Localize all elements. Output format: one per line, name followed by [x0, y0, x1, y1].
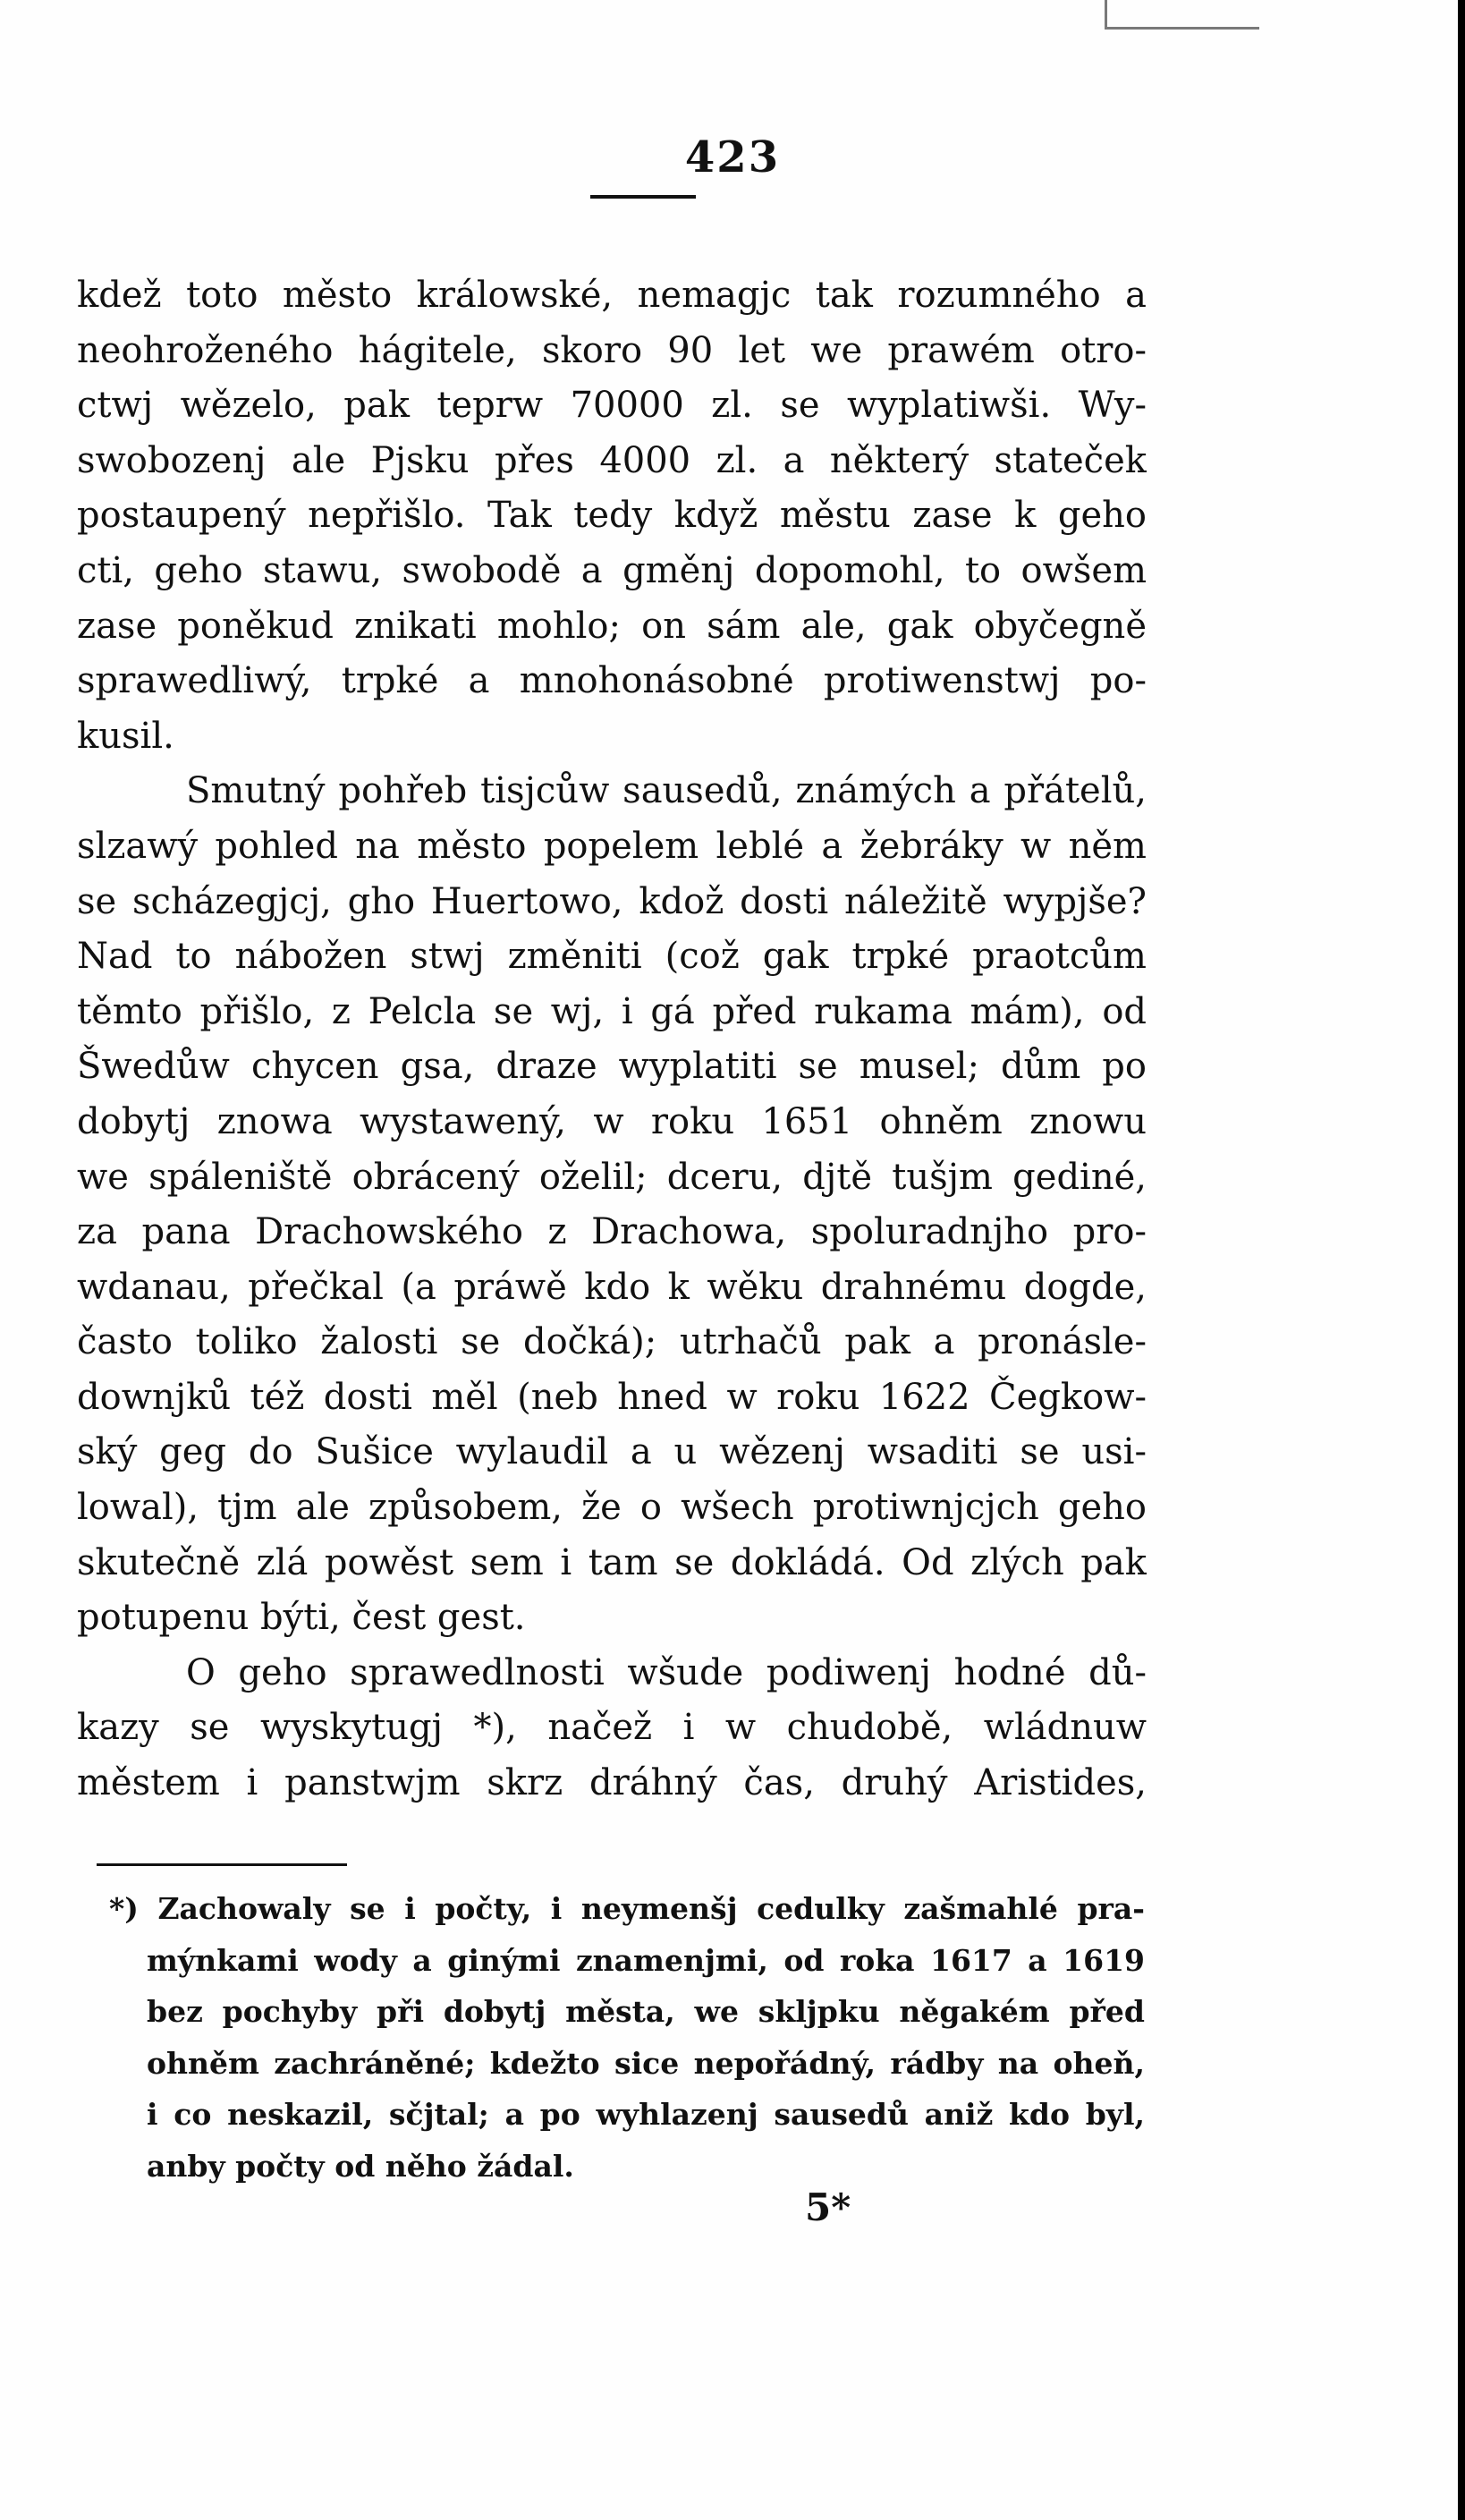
header-rule	[590, 195, 696, 199]
text-line: potupenu býti, čest gest.	[77, 1597, 526, 1639]
text-line: Šwedůw chycen gsa, draze wyplatiti se musel; dům po	[77, 1046, 1147, 1088]
text-line: neohroženého hágitele, skoro 90 let we prawém otro-	[77, 329, 1147, 371]
text-line: ctwj wězelo, pak teprw 70000 zl. se wyplatiwši. Wy-	[77, 385, 1147, 427]
text-line: dobytj znowa wystawený, w roku 1651 ohněm znowu	[77, 1100, 1147, 1142]
text-line: wdanau, přečkal (a práwě kdo k wěku drahnému dogde,	[77, 1266, 1147, 1308]
text-line: městem i panstwjm skrz dráhný čas, druhý Aristides,	[77, 1762, 1147, 1804]
footnote	[97, 1883, 1145, 2193]
page-number: 423	[684, 132, 781, 182]
text-line: často toliko žalosti se dočká); utrhačů pak a pronásle-	[77, 1321, 1147, 1363]
text-line: ský geg do Sušice wylaudil a u wězenj wsaditi se usi-	[77, 1431, 1147, 1473]
text-line: se scházegjcj, gho Huertowo, kdož dosti náležitě wypjše?	[77, 880, 1147, 922]
scan-edge-shadow	[1458, 0, 1465, 2520]
footnote-line: anby počty od něho žádal.	[147, 2148, 574, 2184]
text-line: cti, geho stawu, swobodě a gměnj dopomohl, to owšem	[77, 549, 1147, 591]
main-text	[77, 268, 1147, 1812]
text-line: lowal), tjm ale způsobem, že o wšech protiwnjcjch geho	[77, 1487, 1147, 1529]
footnote-line: ohněm zachráněné; kdežto sice nepořádný, rádby na oheň,	[147, 2045, 1145, 2081]
text-line: za pana Drachowského z Drachowa, spoluradnjho pro-	[77, 1211, 1147, 1253]
footnote-line: mýnkami wody a ginými znamenjmi, od roka 1617 a 1619	[147, 1942, 1145, 1978]
text-line: zase poněkud znikati mohlo; on sám ale, gak obyčegně	[77, 605, 1147, 647]
text-line: we spáleniště obrácený oželil; dceru, djtě tušjm gediné,	[77, 1156, 1147, 1198]
footnote-line: bez pochyby při dobytj města, we skljpku něgakém před	[147, 1994, 1145, 2030]
text-line: těmto přišlo, z Pelcla se wj, i gá před rukama mám), od	[77, 990, 1147, 1032]
text-line: postaupený nepřišlo. Tak tedy když městu zase k geho	[77, 495, 1147, 537]
footnote-rule	[97, 1863, 347, 1866]
text-line: sprawedliwý, trpké a mnohonásobné protiwenstwj po-	[77, 660, 1147, 702]
text-line: kazy se wyskytugj *), načež i w chudobě, wládnuw	[77, 1707, 1147, 1749]
text-line: kusil.	[77, 715, 174, 757]
signature-mark: 5*	[805, 2185, 851, 2229]
text-line: O geho sprawedlnosti wšude podiwenj hodné dů-	[186, 1651, 1147, 1693]
text-line: kdež toto město králowské, nemagjc tak rozumného a	[77, 275, 1147, 316]
text-line: Nad to nábožen stwj změniti (což gak trpké praotcům	[77, 936, 1147, 978]
footnote-line: i co neskazil, sčjtal; a po wyhlazenj sausedů aniž kdo byl,	[147, 2097, 1145, 2133]
footnote-line: *) Zachowaly se i počty, i neymenšj cedulky zašmahlé pra-	[109, 1891, 1145, 1926]
text-line: slzawý pohled na město popelem leblé a žebráky w něm	[77, 825, 1147, 867]
text-line: downjků též dosti měl (neb hned w roku 1622 Čegkow-	[77, 1376, 1147, 1418]
text-line: swobozenj ale Pjsku přes 4000 zl. a některý stateček	[77, 439, 1147, 481]
scan-corner-mark	[1105, 0, 1259, 30]
text-line: Smutný pohřeb tisjcůw sausedů, známých a přátelů,	[186, 770, 1147, 812]
text-line: skutečně zlá powěst sem i tam se dokládá. Od zlých pak	[77, 1541, 1147, 1583]
